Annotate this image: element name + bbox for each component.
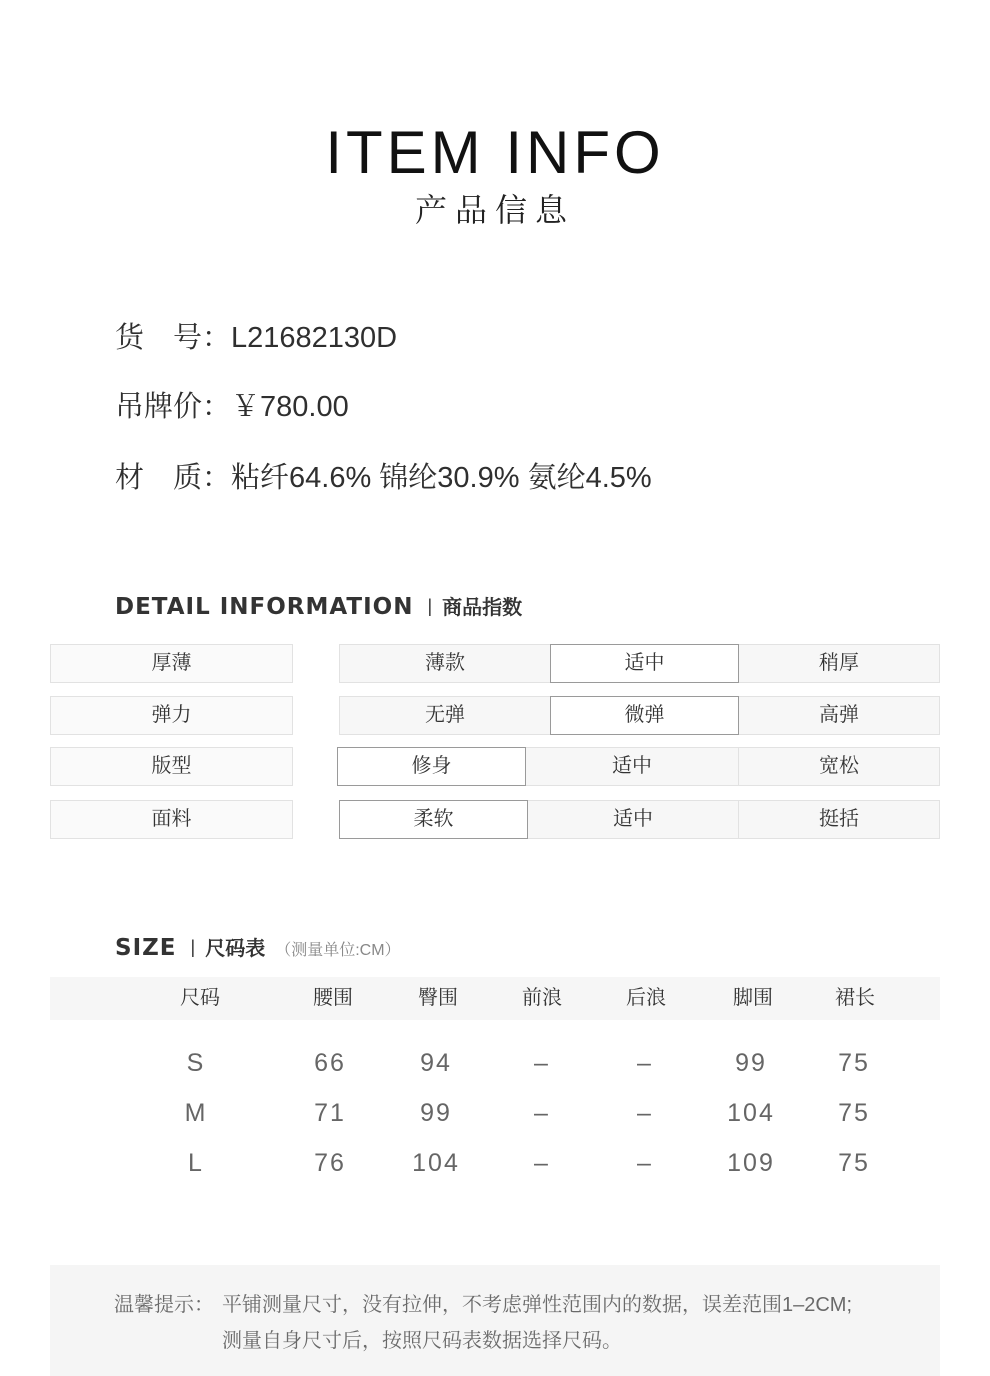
size-col-header: 臀围 xyxy=(418,987,458,1009)
info-row-item-number xyxy=(115,318,397,358)
size-cell: 66 xyxy=(314,1049,346,1077)
size-unit-note: （测量单位:CM） xyxy=(275,942,401,959)
page-subtitle: 产品信息 xyxy=(414,192,575,228)
detail-row-label: 版型 xyxy=(50,747,293,786)
size-col-header: 裙长 xyxy=(835,987,875,1009)
info-label: 材 质： xyxy=(115,462,232,494)
detail-option: 适中 xyxy=(525,747,739,786)
detail-row-label: 弹力 xyxy=(50,696,293,735)
size-cell: – xyxy=(637,1049,653,1077)
size-cell: 109 xyxy=(727,1149,775,1177)
detail-option: 宽松 xyxy=(738,747,940,786)
detail-option: 高弹 xyxy=(738,696,940,735)
tip-text-line-1: 平铺测量尺寸，没有拉伸，不考虑弹性范围内的数据，误差范围1–2CM; xyxy=(222,1294,853,1316)
size-col-header: 脚围 xyxy=(733,987,773,1009)
size-table-row xyxy=(0,1148,990,1178)
size-table-row xyxy=(0,1098,990,1128)
info-row-tag-price xyxy=(115,387,349,427)
detail-option-selected: 柔软 xyxy=(339,800,528,839)
size-col-header: 尺码 xyxy=(180,987,220,1009)
heading-separator: | xyxy=(427,596,433,616)
detail-option: 薄款 xyxy=(339,644,551,683)
detail-row-elasticity xyxy=(50,696,940,735)
size-col-header: 后浪 xyxy=(626,987,666,1009)
detail-option: 无弹 xyxy=(339,696,551,735)
size-section-heading xyxy=(115,933,401,966)
size-cell: 76 xyxy=(314,1149,346,1177)
tip-box xyxy=(50,1265,940,1376)
detail-option-selected: 微弹 xyxy=(550,696,739,735)
detail-option: 挺括 xyxy=(738,800,940,839)
size-table-header xyxy=(50,977,940,1020)
size-cell: L xyxy=(188,1149,204,1177)
size-cell: – xyxy=(637,1099,653,1127)
size-col-header: 腰围 xyxy=(313,987,353,1009)
size-cell: 99 xyxy=(420,1099,452,1127)
detail-row-fabric xyxy=(50,800,940,839)
tip-label: 温馨提示： xyxy=(114,1294,214,1316)
size-cell: – xyxy=(534,1049,550,1077)
detail-row-thickness xyxy=(50,644,940,683)
heading-separator: | xyxy=(190,937,196,957)
detail-option: 稍厚 xyxy=(738,644,940,683)
size-table-row xyxy=(0,1048,990,1078)
size-title-en: SIZE xyxy=(115,935,177,961)
size-cell: M xyxy=(184,1099,208,1127)
size-cell: 75 xyxy=(838,1149,870,1177)
size-title-cn: 尺码表 xyxy=(205,938,266,960)
size-cell: 99 xyxy=(735,1049,767,1077)
info-value: L21682130D xyxy=(231,322,398,354)
detail-title-en: DETAIL INFORMATION xyxy=(115,594,414,620)
detail-row-label: 厚薄 xyxy=(50,644,293,683)
tip-text-line-2: 测量自身尺寸后，按照尺码表数据选择尺码。 xyxy=(222,1330,622,1352)
info-row-material xyxy=(115,458,652,498)
info-label: 货 号： xyxy=(115,322,232,354)
size-cell: S xyxy=(186,1049,206,1077)
info-label: 吊牌价： xyxy=(115,391,232,423)
size-cell: – xyxy=(534,1099,550,1127)
size-cell: 104 xyxy=(412,1149,460,1177)
size-cell: 104 xyxy=(727,1099,775,1127)
info-value: ￥780.00 xyxy=(231,391,349,423)
size-cell: – xyxy=(534,1149,550,1177)
detail-option-selected: 修身 xyxy=(337,747,526,786)
size-cell: 75 xyxy=(838,1099,870,1127)
info-value: 粘纤64.6% 锦纶30.9% 氨纶4.5% xyxy=(231,462,652,494)
page-title: ITEM INFO xyxy=(325,119,665,186)
detail-option: 适中 xyxy=(527,800,739,839)
detail-row-fit xyxy=(50,747,940,786)
detail-option-selected: 适中 xyxy=(550,644,739,683)
size-col-header: 前浪 xyxy=(522,987,562,1009)
size-cell: 71 xyxy=(314,1099,346,1127)
detail-title-cn: 商品指数 xyxy=(442,597,523,619)
size-cell: 75 xyxy=(838,1049,870,1077)
detail-row-label: 面料 xyxy=(50,800,293,839)
size-cell: 94 xyxy=(420,1049,452,1077)
size-cell: – xyxy=(637,1149,653,1177)
detail-section-heading xyxy=(115,592,522,625)
